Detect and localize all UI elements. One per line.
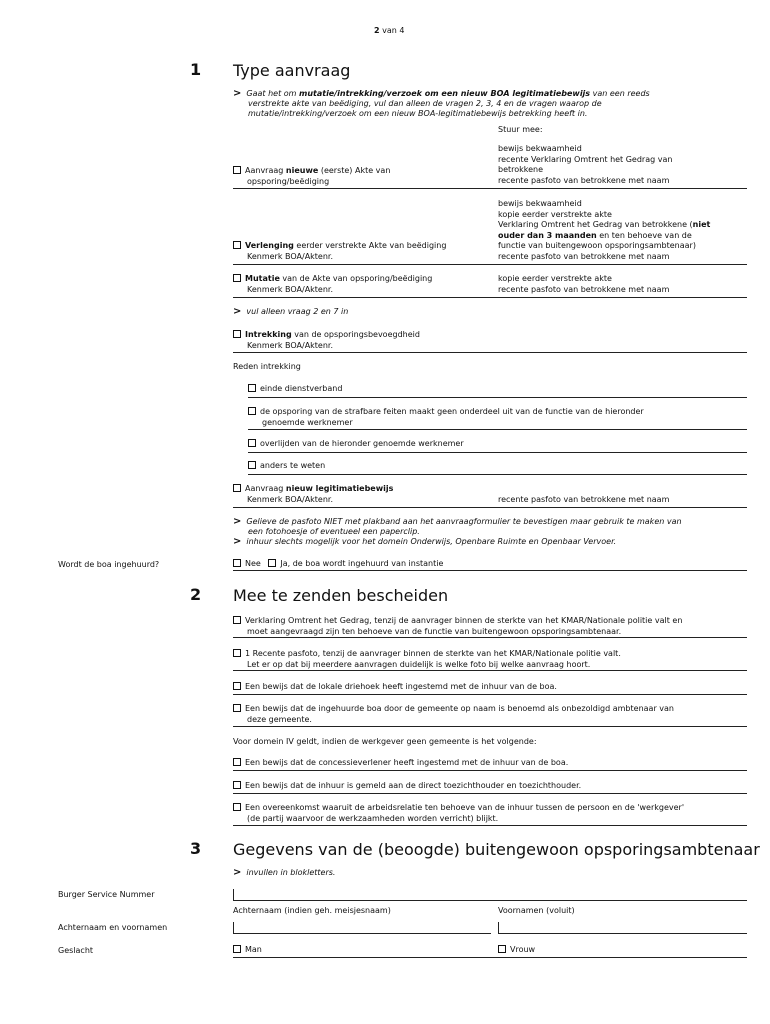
section-2-title: Mee te zenden bescheiden <box>233 586 449 605</box>
doc-item-appointment: Een bewijs dat de ingehuurde boa door de gemeente op naam is benoemd als onbezoldigd ambtenaar van deze gemeente. <box>233 704 674 725</box>
surname-sublabel: Achternaam (indien geh. meisjesnaam) <box>233 906 391 915</box>
reason-checkbox[interactable] <box>248 384 256 392</box>
divider <box>233 957 747 958</box>
withdrawal-checkbox[interactable] <box>233 330 241 338</box>
hired-options <box>233 559 443 570</box>
arrow-icon: > <box>233 536 242 547</box>
gender-female-option[interactable]: Vrouw <box>498 945 535 956</box>
divider <box>233 770 747 771</box>
doc-checkbox[interactable] <box>233 758 241 766</box>
note-photo: > Gelieve de pasfoto NIET met plakband aan het aanvraagformulier te bevestigen maar gebruik te maken van een fotohoesje of eventueel een paperclip. > inhuur slechts mogelijk voor het domein Onderwijs, Openbare Ruimte en Openbaar Vervoer. <box>233 516 682 547</box>
divider <box>233 670 747 671</box>
divider <box>233 507 747 508</box>
gender-label: Geslacht <box>58 946 94 955</box>
arrow-icon: > <box>233 516 242 527</box>
doc-checkbox[interactable] <box>233 616 241 624</box>
doc-checkbox[interactable] <box>233 803 241 811</box>
reason-option-not-in-function[interactable]: de opsporing van de strafbare feiten maakt geen onderdeel uit van de functie van de hieronder genoemde werknemer <box>248 407 644 428</box>
hired-yes-label: Ja, de boa wordt ingehuurd van instantie <box>280 559 444 568</box>
hired-agency-field[interactable] <box>233 570 747 571</box>
firstnames-sublabel: Voornamen (voluit) <box>498 906 575 915</box>
note-block-letters: > invullen in blokletters. <box>233 867 336 878</box>
divider <box>233 726 747 727</box>
section-3-number: 3 <box>190 839 202 858</box>
new-application-checkbox[interactable] <box>233 166 241 174</box>
section-1-title: Type aanvraag <box>233 61 351 80</box>
section-2-number: 2 <box>190 585 202 604</box>
row-mutation: Mutatie van de Akte van opsporing/beëdiging Kenmerk BOA/Aktenr. <box>233 274 432 295</box>
doc-item-supervisor: Een bewijs dat de inhuur is gemeld aan de direct toezichthouder en toezichthouder. <box>233 781 581 792</box>
arrow-icon: > <box>233 88 242 99</box>
row-withdrawal: Intrekking van de opsporingsbevoegdheid Kenmerk BOA/Aktenr. <box>233 330 420 351</box>
section-1-intro: > Gaat het om mutatie/intrekking/verzoek om een nieuw BOA legitimatiebewijs van een reeds verstrekte akte van beëdiging, vul dan alleen de vragen 2, 3, 4 en de vragen waarop de mutatie/intrekking/verzoek om een nieuw BOA-legitimatiebewijs betrekking heeft in. <box>233 88 650 118</box>
page-current: 2 <box>374 26 380 35</box>
withdrawal-reason-label: Reden intrekking <box>233 362 301 371</box>
doc-checkbox[interactable] <box>233 682 241 690</box>
doc-item-concession: Een bewijs dat de concessieverlener heeft ingestemd met de inhuur van de boa. <box>233 758 568 769</box>
divider <box>233 297 747 298</box>
doc-item-triangle: Een bewijs dat de lokale driehoek heeft ingestemd met de inhuur van de boa. <box>233 682 557 693</box>
reason-checkbox[interactable] <box>248 439 256 447</box>
divider <box>233 352 747 353</box>
divider <box>233 264 747 265</box>
section-3-title: Gegevens van de (beoogde) buitengewoon opsporingsambtenaar <box>233 840 760 859</box>
hired-question-label: Wordt de boa ingehuurd? <box>58 560 160 569</box>
divider <box>233 825 747 826</box>
doc-checkbox[interactable] <box>233 704 241 712</box>
doc-item-vog: Verklaring Omtrent het Gedrag, tenzij de aanvrager binnen de sterkte van het KMAR/Nationale politie valt en moet aangevraagd zijn ten behoeve van de functie van buitengewoon opsporingsambtenaar. <box>233 616 682 637</box>
doc-checkbox[interactable] <box>233 649 241 657</box>
row-new-application: Aanvraag nieuwe (eerste) Akte van opsporing/beëdiging <box>233 166 390 187</box>
row-extension: Verlenging eerder verstrekte Akte van beëdiging Kenmerk BOA/Aktenr. <box>233 241 446 262</box>
row-extension-send-list: bewijs bekwaamheid kopie eerder verstrekte akte Verklaring Omtrent het Gedrag van betrokkene (niet ouder dan 3 maanden en ten behoeve van de functie van buitengewoon opsporingsambtenaar) recente pasfoto van betrokkene met naam <box>498 199 711 261</box>
send-along-header: Stuur mee: <box>498 125 543 134</box>
doc-item-agreement: Een overeenkomst waaruit de arbeidsrelatie ten behoeve van de inhuur tussen de persoon en de 'werkgever' (de partij waarvoor de werkzaamheden worden verricht) blijkt. <box>233 803 684 824</box>
divider <box>248 429 747 430</box>
arrow-icon: > <box>233 306 242 317</box>
row-new-id-card: Aanvraag nieuw legitimatiebewijs Kenmerk BOA/Aktenr. <box>233 484 393 505</box>
bsn-input[interactable] <box>233 889 747 901</box>
divider <box>233 637 747 638</box>
doc-checkbox[interactable] <box>233 781 241 789</box>
hired-no-label: Nee <box>245 559 261 568</box>
bsn-label: Burger Service Nummer <box>58 890 155 899</box>
mutation-checkbox[interactable] <box>233 274 241 282</box>
male-checkbox[interactable] <box>233 945 241 953</box>
divider <box>248 452 747 453</box>
surname-input[interactable] <box>233 922 491 934</box>
divider <box>248 474 747 475</box>
arrow-icon: > <box>233 867 242 878</box>
row-new-send-list: bewijs bekwaamheid recente Verklaring Omtrent het Gedrag van betrokkene recente pasfoto van betrokkene met naam <box>498 144 673 185</box>
divider <box>248 397 747 398</box>
hired-yes-checkbox[interactable] <box>268 559 276 567</box>
domain-iv-text: Voor domein IV geldt, indien de werkgever geen gemeente is het volgende: <box>233 737 537 746</box>
divider <box>233 793 747 794</box>
reason-checkbox[interactable] <box>248 407 256 415</box>
gender-male-option[interactable]: Man <box>233 945 262 956</box>
reason-option-other[interactable]: anders te weten <box>248 461 325 472</box>
section-1-number: 1 <box>190 60 202 79</box>
reason-option-employment-end[interactable]: einde dienstverband <box>248 384 342 395</box>
hired-no-checkbox[interactable] <box>233 559 241 567</box>
reason-checkbox[interactable] <box>248 461 256 469</box>
doc-item-photo: 1 Recente pasfoto, tenzij de aanvrager binnen de sterkte van het KMAR/Nationale politie valt. Let er op dat bij meerdere aanvragen duidelijk is welke foto bij welke aanvraag hoort. <box>233 649 621 670</box>
firstnames-input[interactable] <box>498 922 747 934</box>
name-label: Achternaam en voornamen <box>58 923 168 932</box>
page-number <box>374 26 404 35</box>
divider <box>233 694 747 695</box>
extension-checkbox[interactable] <box>233 241 241 249</box>
note-fill-only: > vul alleen vraag 2 en 7 in <box>233 306 349 317</box>
female-checkbox[interactable] <box>498 945 506 953</box>
divider <box>233 188 747 189</box>
row-mutation-send-list: kopie eerder verstrekte akte recente pasfoto van betrokkene met naam <box>498 274 670 294</box>
row-new-id-card-send: recente pasfoto van betrokkene met naam <box>498 495 670 504</box>
new-id-card-checkbox[interactable] <box>233 484 241 492</box>
page-total-text: van 4 <box>382 26 405 35</box>
reason-option-deceased[interactable]: overlijden van de hieronder genoemde werknemer <box>248 439 464 450</box>
